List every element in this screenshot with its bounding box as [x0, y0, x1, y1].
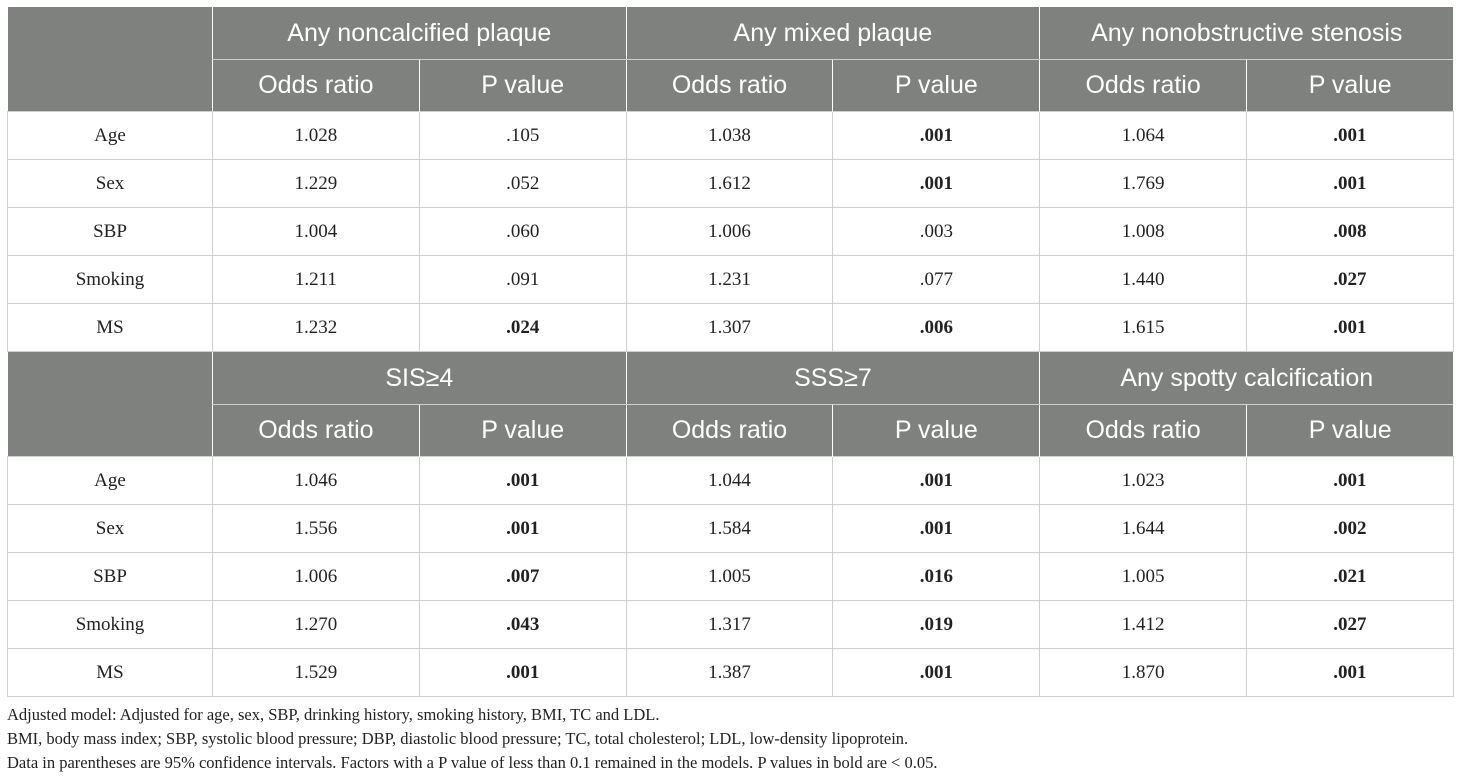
p-value-header: P value	[1247, 60, 1454, 112]
p-value-cell: .001	[1247, 112, 1454, 160]
table-footnotes	[7, 703, 1453, 775]
p-value-header: P value	[419, 405, 626, 457]
odds-ratio-cell: 1.231	[626, 256, 833, 304]
table-row	[8, 208, 1454, 256]
p-value-cell: .001	[1247, 649, 1454, 697]
p-value-cell: .077	[833, 256, 1040, 304]
p-value-cell: .001	[1247, 457, 1454, 505]
outcome-header: Any mixed plaque	[626, 7, 1040, 60]
p-value-cell: .001	[833, 457, 1040, 505]
p-value-header: P value	[419, 60, 626, 112]
header-corner-cell	[8, 352, 213, 457]
odds-ratio-cell: 1.028	[213, 112, 420, 160]
row-label: Smoking	[8, 256, 213, 304]
p-value-cell: .091	[419, 256, 626, 304]
p-value-cell: .003	[833, 208, 1040, 256]
outcome-header: Any spotty calcification	[1040, 352, 1454, 405]
table-container	[7, 7, 1453, 775]
p-value-header: P value	[1247, 405, 1454, 457]
odds-ratio-cell: 1.006	[626, 208, 833, 256]
odds-ratio-cell: 1.870	[1040, 649, 1247, 697]
p-value-cell: .001	[419, 505, 626, 553]
odds-ratio-cell: 1.229	[213, 160, 420, 208]
odds-ratio-cell: 1.615	[1040, 304, 1247, 352]
panel-0-header-row	[8, 7, 1454, 60]
odds-ratio-table	[7, 7, 1454, 697]
table-row	[8, 160, 1454, 208]
table-row	[8, 304, 1454, 352]
p-value-cell: .001	[1247, 304, 1454, 352]
table-row	[8, 505, 1454, 553]
p-value-cell: .001	[833, 649, 1040, 697]
odds-ratio-cell: 1.556	[213, 505, 420, 553]
odds-ratio-header: Odds ratio	[626, 60, 833, 112]
row-label: Age	[8, 112, 213, 160]
p-value-cell: .027	[1247, 256, 1454, 304]
table-row	[8, 256, 1454, 304]
odds-ratio-cell: 1.529	[213, 649, 420, 697]
p-value-cell: .001	[833, 160, 1040, 208]
p-value-cell: .001	[1247, 160, 1454, 208]
outcome-header: Any nonobstructive stenosis	[1040, 7, 1454, 60]
odds-ratio-cell: 1.064	[1040, 112, 1247, 160]
table-row	[8, 112, 1454, 160]
odds-ratio-header: Odds ratio	[626, 405, 833, 457]
odds-ratio-cell: 1.612	[626, 160, 833, 208]
odds-ratio-cell: 1.270	[213, 601, 420, 649]
p-value-cell: .024	[419, 304, 626, 352]
odds-ratio-cell: 1.046	[213, 457, 420, 505]
panel-0-subheader-row	[8, 60, 1454, 112]
odds-ratio-cell: 1.584	[626, 505, 833, 553]
p-value-cell: .043	[419, 601, 626, 649]
odds-ratio-header: Odds ratio	[1040, 60, 1247, 112]
odds-ratio-header: Odds ratio	[1040, 405, 1247, 457]
odds-ratio-cell: 1.232	[213, 304, 420, 352]
odds-ratio-cell: 1.038	[626, 112, 833, 160]
odds-ratio-cell: 1.008	[1040, 208, 1247, 256]
odds-ratio-header: Odds ratio	[213, 60, 420, 112]
p-value-header: P value	[833, 60, 1040, 112]
odds-ratio-cell: 1.004	[213, 208, 420, 256]
p-value-cell: .027	[1247, 601, 1454, 649]
outcome-header: SIS≥4	[213, 352, 627, 405]
table-row	[8, 457, 1454, 505]
table-row	[8, 553, 1454, 601]
footnote-adjusted-model: Adjusted model: Adjusted for age, sex, SBP, drinking history, smoking history, BMI, TC and LDL.	[7, 705, 660, 724]
odds-ratio-header: Odds ratio	[213, 405, 420, 457]
p-value-cell: .052	[419, 160, 626, 208]
odds-ratio-cell: 1.044	[626, 457, 833, 505]
row-label: Sex	[8, 505, 213, 553]
odds-ratio-cell: 1.211	[213, 256, 420, 304]
odds-ratio-cell: 1.644	[1040, 505, 1247, 553]
table-row	[8, 601, 1454, 649]
p-value-cell: .016	[833, 553, 1040, 601]
footnote-confidence-intervals: Data in parentheses are 95% confidence intervals. Factors with a P value of less than 0.1 remained in the models. P values in bold are < 0.05.	[7, 753, 938, 772]
odds-ratio-cell: 1.307	[626, 304, 833, 352]
p-value-header: P value	[833, 405, 1040, 457]
p-value-cell: .001	[833, 505, 1040, 553]
p-value-cell: .060	[419, 208, 626, 256]
odds-ratio-cell: 1.387	[626, 649, 833, 697]
row-label: SBP	[8, 553, 213, 601]
p-value-cell: .006	[833, 304, 1040, 352]
panel-1-subheader-row	[8, 405, 1454, 457]
odds-ratio-cell: 1.023	[1040, 457, 1247, 505]
footnote-abbreviations: BMI, body mass index; SBP, systolic blood pressure; DBP, diastolic blood pressure; TC, total cholesterol; LDL, low-density lipoprotein.	[7, 729, 909, 748]
row-label: MS	[8, 649, 213, 697]
p-value-cell: .019	[833, 601, 1040, 649]
table-row	[8, 649, 1454, 697]
outcome-header: SSS≥7	[626, 352, 1040, 405]
p-value-cell: .008	[1247, 208, 1454, 256]
odds-ratio-cell: 1.412	[1040, 601, 1247, 649]
panel-1-header-row	[8, 352, 1454, 405]
p-value-cell: .002	[1247, 505, 1454, 553]
p-value-cell: .105	[419, 112, 626, 160]
p-value-cell: .001	[419, 649, 626, 697]
row-label: SBP	[8, 208, 213, 256]
header-corner-cell	[8, 7, 213, 112]
odds-ratio-cell: 1.006	[213, 553, 420, 601]
outcome-header: Any noncalcified plaque	[213, 7, 627, 60]
odds-ratio-cell: 1.440	[1040, 256, 1247, 304]
row-label: Age	[8, 457, 213, 505]
odds-ratio-cell: 1.769	[1040, 160, 1247, 208]
odds-ratio-cell: 1.005	[1040, 553, 1247, 601]
row-label: MS	[8, 304, 213, 352]
p-value-cell: .007	[419, 553, 626, 601]
odds-ratio-cell: 1.317	[626, 601, 833, 649]
odds-ratio-cell: 1.005	[626, 553, 833, 601]
p-value-cell: .001	[833, 112, 1040, 160]
row-label: Sex	[8, 160, 213, 208]
p-value-cell: .021	[1247, 553, 1454, 601]
p-value-cell: .001	[419, 457, 626, 505]
row-label: Smoking	[8, 601, 213, 649]
